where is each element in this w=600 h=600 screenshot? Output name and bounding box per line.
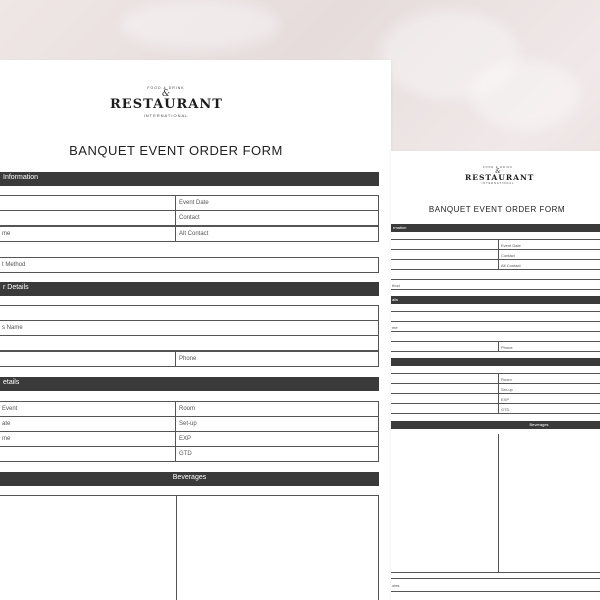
gtd-field[interactable]	[498, 403, 600, 414]
room-label: Room	[179, 406, 196, 412]
gtd-field[interactable]	[175, 446, 379, 462]
name-label: me	[2, 231, 11, 237]
gtd-label: GTD	[501, 407, 510, 412]
section-header-label: r Details	[3, 284, 29, 291]
background-texture	[120, 0, 280, 50]
section-header-label: Beverages	[529, 422, 549, 427]
form-field[interactable]	[391, 341, 499, 352]
section-header-label: Beverages	[172, 474, 207, 481]
setup-field[interactable]	[175, 416, 379, 432]
name-field[interactable]	[0, 226, 176, 242]
phone-field[interactable]	[498, 341, 600, 352]
logo-subname: INTERNATIONAL	[143, 113, 189, 118]
form-title: BANQUET EVENT ORDER FORM	[428, 205, 566, 214]
form-field[interactable]	[0, 195, 176, 211]
room-label: Room	[501, 377, 512, 382]
form-field[interactable]	[0, 351, 176, 367]
form-field[interactable]	[0, 210, 176, 226]
section-header-beverages	[0, 472, 379, 486]
alt-contact-field[interactable]	[498, 259, 600, 270]
form-field[interactable]	[0, 305, 379, 321]
section-header-details	[0, 282, 379, 296]
alt-contact-label: Alt Contact	[179, 231, 209, 237]
method-label: thod	[392, 283, 400, 288]
exp-label: EXP	[501, 397, 510, 402]
ampersand-icon: &	[495, 168, 501, 175]
column-divider	[498, 434, 499, 572]
logo-name: RESTAURANT	[110, 97, 223, 112]
setup-label: Set-up	[179, 421, 197, 427]
food-box[interactable]	[0, 495, 177, 600]
section-header-event-details	[0, 377, 379, 391]
date-field[interactable]	[0, 416, 176, 432]
form-field[interactable]	[0, 335, 379, 351]
exp-field[interactable]	[175, 431, 379, 447]
gtd-label: GTD	[179, 451, 192, 457]
method-label: t Method	[2, 262, 26, 268]
form-field[interactable]	[0, 446, 176, 462]
section-header-information	[391, 224, 600, 232]
row-divider	[391, 572, 600, 573]
phone-label: Phone	[501, 345, 513, 350]
contact-field[interactable]	[175, 210, 379, 226]
contact-label: Contact	[501, 253, 515, 258]
ampersand-icon: &	[161, 89, 170, 99]
business-name-field[interactable]	[0, 320, 379, 336]
logo-tagline: FOOD & DRINK	[482, 166, 514, 169]
section-header-label: Information	[3, 174, 39, 181]
logo-subname: INTERNATIONAL	[481, 182, 515, 185]
section-header-beverages	[391, 421, 600, 429]
alt-contact-label: Alt Contact	[501, 263, 521, 268]
business-name-label: s Name	[2, 325, 23, 331]
logo-tagline: FOOD & DRINK	[147, 86, 185, 90]
setup-label: Set-up	[501, 387, 513, 392]
form-page-preview	[391, 151, 600, 600]
contact-label: Contact	[179, 215, 200, 221]
section-header-event-details	[391, 358, 600, 366]
event-date-field[interactable]	[175, 195, 379, 211]
restaurant-logo	[465, 166, 535, 185]
form-page-main	[0, 60, 391, 600]
logo-name: RESTAURANT	[465, 173, 535, 182]
background-texture	[470, 60, 580, 130]
method-field[interactable]	[391, 279, 600, 290]
form-title: BANQUET EVENT ORDER FORM	[69, 143, 283, 158]
room-field[interactable]	[175, 401, 379, 417]
notes-label: otes	[392, 583, 400, 588]
section-header-details	[391, 296, 600, 304]
time-field[interactable]	[0, 431, 176, 447]
restaurant-logo	[110, 86, 222, 118]
method-field[interactable]	[0, 257, 379, 273]
alt-contact-field[interactable]	[175, 226, 379, 242]
time-label: me	[2, 436, 11, 442]
form-field[interactable]	[391, 259, 499, 270]
event-label: Event	[2, 406, 18, 412]
section-header-information	[0, 172, 379, 186]
notes-field[interactable]	[391, 578, 600, 592]
name-label: me	[392, 325, 398, 330]
form-field[interactable]	[391, 403, 499, 414]
event-date-label: Event Date	[179, 200, 209, 206]
date-label: ate	[2, 421, 11, 427]
section-header-label: rmation	[393, 225, 407, 230]
event-date-label: Event Date	[501, 243, 521, 248]
phone-label: Phone	[179, 356, 197, 362]
beverages-box[interactable]	[176, 495, 379, 600]
event-field[interactable]	[0, 401, 176, 417]
phone-field[interactable]	[175, 351, 379, 367]
exp-label: EXP	[179, 436, 192, 442]
section-header-label: etails	[3, 379, 20, 386]
section-header-label: ails	[392, 297, 399, 302]
